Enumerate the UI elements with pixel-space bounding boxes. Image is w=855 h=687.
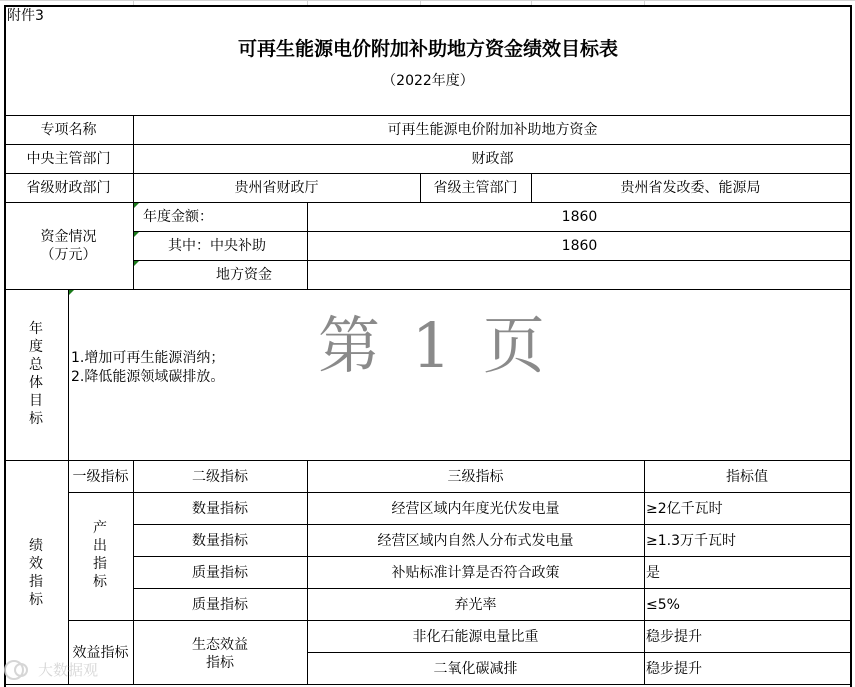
table-row-1-value[interactable]: ≥2亿千瓦时 (646, 501, 723, 517)
prov-finance-label: 省级财政部门 (26, 180, 111, 196)
output-indicators-label: 产出指标 (93, 520, 107, 590)
year-label: （2022年度） (382, 73, 474, 89)
annual-goal-line1[interactable]: 1.增加可再生能源消纳； (71, 350, 225, 366)
page-title: 可再生能源电价附加补助地方资金绩效目标表 (237, 38, 618, 60)
annual-amount-value[interactable]: 1860 (561, 209, 598, 225)
prov-dept-value[interactable]: 贵州省发改委、能源局 (620, 180, 761, 196)
indicators-label: 绩效指标 (29, 538, 43, 608)
annual-amount-label: 年度金额： (143, 209, 213, 225)
annual-goal-label: 年度总体目标 (29, 321, 43, 427)
header-level2: 二级指标 (192, 469, 248, 485)
table-row-4-level2[interactable]: 质量指标 (192, 597, 248, 613)
header-level3: 三级指标 (447, 469, 504, 485)
benefit-level2-line2[interactable]: 指标 (206, 655, 234, 671)
funds-label-line2: （万元） (40, 247, 97, 263)
project-name-value[interactable]: 可再生能源电价附加补助地方资金 (387, 122, 598, 138)
benefit-indicators-label: 效益指标 (72, 645, 129, 661)
prov-finance-value[interactable]: 贵州省财政厅 (234, 180, 319, 196)
table-row-2-level2[interactable]: 数量指标 (192, 533, 248, 549)
prov-dept-label: 省级主管部门 (433, 180, 518, 196)
central-subsidy-value[interactable]: 1860 (561, 238, 598, 254)
central-dept-value[interactable]: 财政部 (471, 151, 514, 167)
logo-text: 大数据观 (38, 661, 99, 679)
table-row-2-level3[interactable]: 经营区域内自然人分布式发电量 (377, 533, 574, 549)
table-row-2-value[interactable]: ≥1.3万千瓦时 (646, 533, 736, 549)
table-row-3-level2[interactable]: 质量指标 (192, 565, 248, 581)
header-level1: 一级指标 (72, 469, 129, 485)
table-row-1-level2[interactable]: 数量指标 (192, 501, 248, 517)
site-logo (2, 656, 122, 684)
benefit-level2-line1[interactable]: 生态效益 (192, 637, 248, 653)
table-row-4-level3[interactable]: 弃光率 (454, 597, 497, 613)
table-row-3-value[interactable]: 是 (646, 565, 660, 581)
logo-swirl-icon (2, 658, 32, 682)
header-value: 指标值 (726, 469, 768, 485)
table-row-5-value[interactable]: 稳步提升 (646, 629, 702, 645)
central-subsidy-label: 其中：中央补助 (168, 238, 266, 254)
table-row-4-value[interactable]: ≤5% (646, 597, 680, 613)
annual-goal-line2[interactable]: 2.降低能源领域碳排放。 (71, 369, 225, 385)
central-dept-label: 中央主管部门 (26, 151, 111, 167)
project-name-label: 专项名称 (40, 122, 97, 138)
attachment-label: 附件3 (7, 8, 44, 24)
table-row-1-level3[interactable]: 经营区域内年度光伏发电量 (391, 501, 560, 517)
funds-label-line1: 资金情况 (40, 229, 97, 245)
local-funds-label: 地方资金 (216, 267, 272, 283)
table-row-3-level3[interactable]: 补贴标准计算是否符合政策 (391, 565, 560, 581)
table-row-6-value[interactable]: 稳步提升 (646, 661, 702, 677)
table-row-5-level3[interactable]: 非化石能源电量比重 (412, 629, 539, 645)
table-row-6-level3[interactable]: 二氧化碳减排 (433, 661, 518, 677)
page-watermark: 第 1 页 (318, 309, 551, 382)
